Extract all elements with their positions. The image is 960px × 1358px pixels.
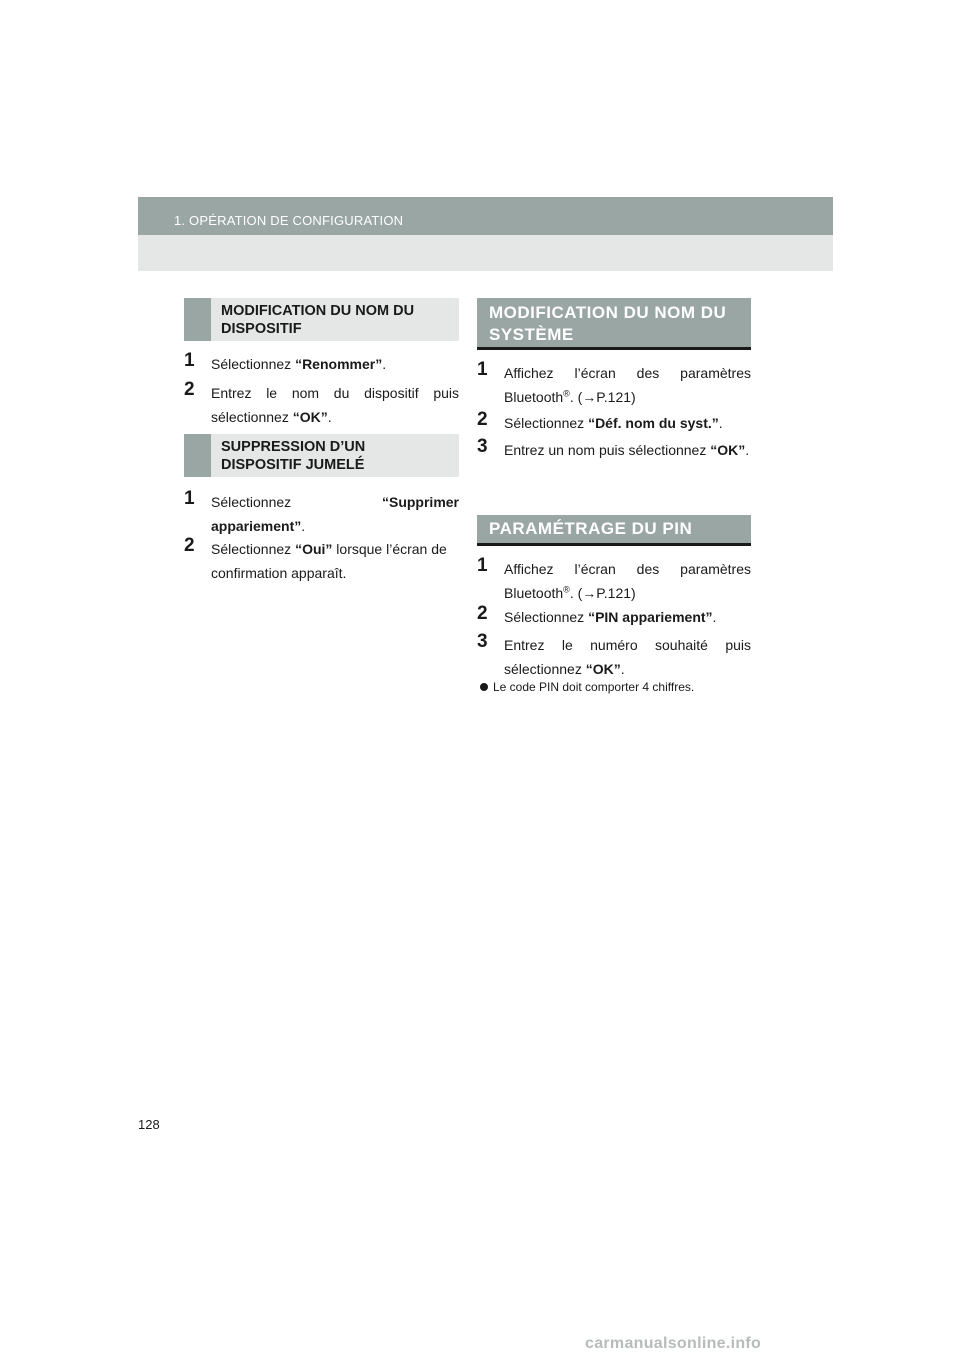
- step-number: 1: [184, 488, 195, 509]
- heading-text: MODIFICATION DU NOM DU DISPOSITIF: [221, 303, 415, 337]
- step-number: 1: [477, 359, 488, 380]
- step-item: 1 Affichez l’écran des paramètres Bluetooth®. (→P.121): [477, 359, 751, 405]
- bullet-note: Le code PIN doit comporter 4 chiffres.: [477, 679, 751, 695]
- heading-accent: [184, 298, 211, 341]
- heading-text: SUPPRESSION D’UN DISPOSITIF JUMELÉ: [221, 439, 366, 473]
- heading-text: PARAMÉTRAGE DU PIN: [489, 519, 693, 538]
- section-heading-rename-device: [184, 298, 459, 341]
- step-item: 1 Sélectionnez “Renommer”.: [184, 350, 387, 372]
- step-item: 2 Sélectionnez “Oui” lorsque l’écran de confirmation apparaît.: [184, 535, 447, 581]
- step-item: 3 Entrez le numéro souhaité puis sélectionnez “OK”.: [477, 631, 751, 677]
- step-number: 3: [477, 631, 488, 652]
- header-subbar: [138, 235, 833, 271]
- heading-accent: [184, 434, 211, 477]
- step-number: 2: [184, 379, 195, 400]
- footer-watermark[interactable]: carmanualsonline.info: [585, 1335, 762, 1352]
- step-number: 2: [477, 603, 488, 624]
- step-item: 2 Sélectionnez “Déf. nom du syst.”.: [477, 409, 723, 431]
- step-number: 1: [184, 350, 195, 371]
- step-item: 3 Entrez un nom puis sélectionnez “OK”.: [477, 436, 750, 458]
- step-item: 1 Affichez l’écran des paramètres Bluetooth®. (→P.121): [477, 555, 751, 601]
- page-number: 128: [138, 1117, 160, 1132]
- step-number: 1: [477, 555, 488, 576]
- step-number: 3: [477, 436, 488, 457]
- section-header: 1. OPÉRATION DE CONFIGURATION: [174, 213, 404, 228]
- step-item: 2 Entrez le nom du dispositif puis sélectionnez “OK”.: [184, 379, 459, 425]
- section-heading-pin-settings: [477, 515, 751, 546]
- section-heading-rename-system: [477, 298, 751, 350]
- bullet-icon: [480, 683, 488, 691]
- step-item: 2 Sélectionnez “PIN appariement”.: [477, 603, 717, 625]
- heading-text: MODIFICATION DU NOM DU SYSTÈME: [489, 303, 727, 344]
- step-item: 1 Sélectionnez “Supprimer appariement”.: [184, 488, 459, 534]
- step-number: 2: [477, 409, 488, 430]
- step-number: 2: [184, 535, 195, 556]
- section-heading-delete-paired-device: [184, 434, 459, 477]
- header-bar: [138, 197, 833, 235]
